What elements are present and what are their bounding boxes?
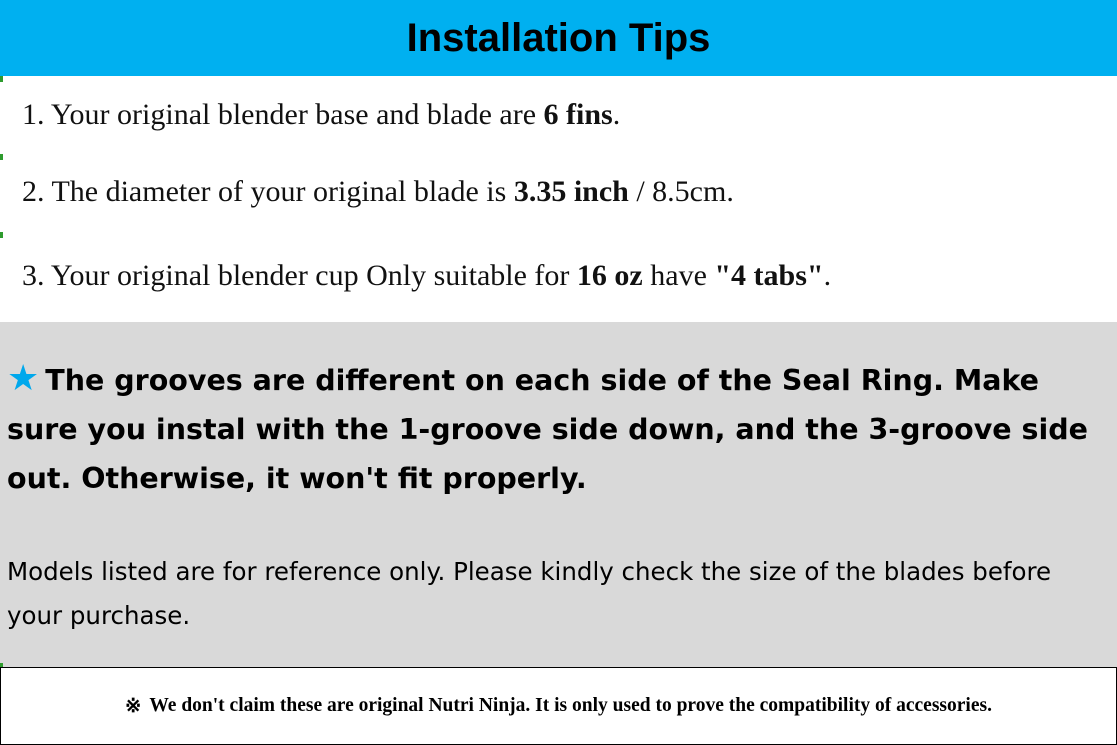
tip-item-1 xyxy=(22,98,620,132)
reference-mark-icon: ※ xyxy=(125,696,142,717)
disclaimer-box xyxy=(0,667,1117,745)
disclaimer-text: We don't claim these are original Nutri Ninja. It is only used to prove the compatibility of accessories. xyxy=(149,695,992,716)
tip-text: . xyxy=(823,259,832,292)
tip-text: / 8.5cm. xyxy=(628,175,734,208)
tip-emphasis: "4 tabs" xyxy=(714,259,824,292)
tip-item-2 xyxy=(22,175,734,209)
edge-marker xyxy=(0,154,3,160)
tip-item-3 xyxy=(22,259,831,293)
tip-emphasis: 16 oz xyxy=(576,259,643,292)
star-icon: ★ xyxy=(7,358,40,399)
warning-text: The grooves are different on each side of the Seal Ring. Make sure you instal with the 1-groove side down, and the 3-groove side out. Otherwise, it won't fit properly. xyxy=(7,364,1089,495)
tip-emphasis: 6 fins xyxy=(543,98,613,131)
tip-text: 1. Your original blender base and blade are xyxy=(22,98,544,131)
notice-section xyxy=(0,322,1117,667)
reference-note: Models listed are for reference only. Please kindly check the size of the blades before your purchase. xyxy=(7,557,1052,630)
tip-text: . xyxy=(612,98,621,131)
tip-text: 3. Your original blender cup Only suitable for xyxy=(22,259,577,292)
header-bar xyxy=(0,0,1117,76)
edge-marker xyxy=(0,76,3,82)
page-title: Installation Tips xyxy=(406,15,711,60)
tip-text: have xyxy=(642,259,715,292)
tip-text: 2. The diameter of your original blade is xyxy=(22,175,514,208)
edge-marker xyxy=(0,232,3,238)
tip-emphasis: 3.35 inch xyxy=(513,175,629,208)
seal-ring-warning xyxy=(7,354,1097,503)
tips-section xyxy=(0,76,1117,322)
